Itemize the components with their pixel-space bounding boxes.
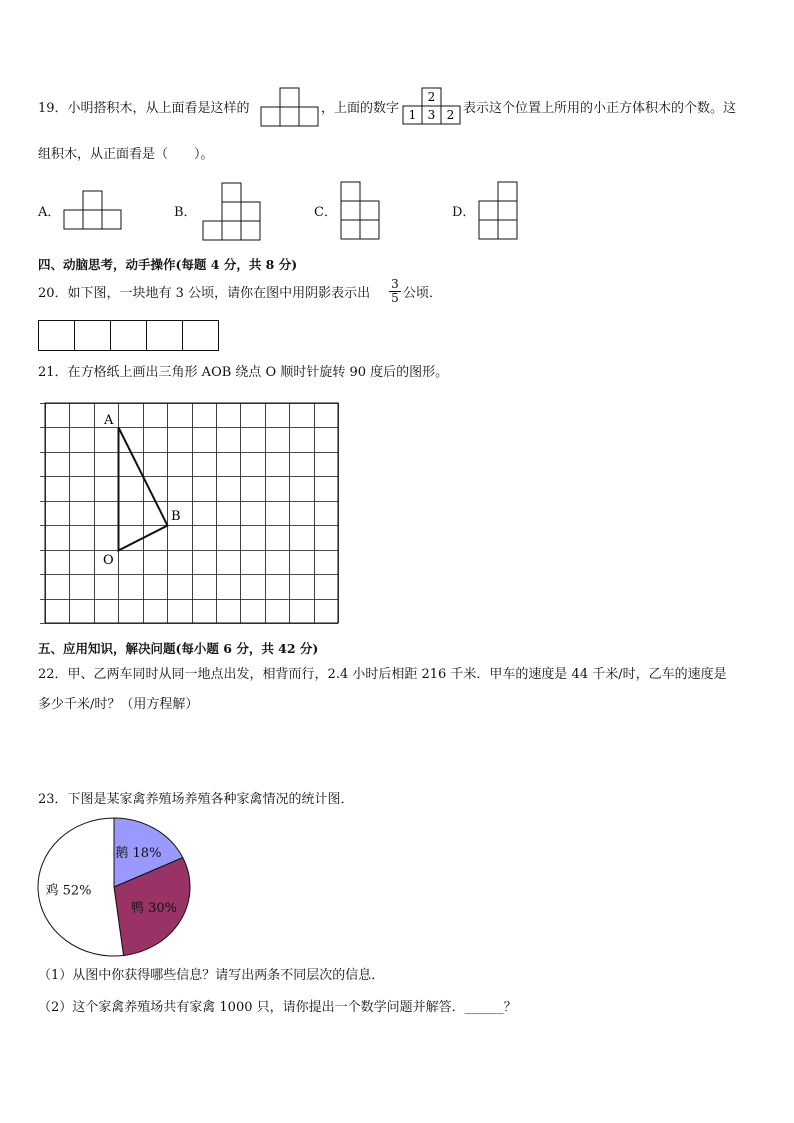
q22-text-line1: 22．甲、乙两车同时从同一地点出发，相背而行，2.4 小时后相距 216 千米．甲车的速度是 44 千米/时，乙车的速度是	[38, 667, 727, 682]
option-b-label[interactable]: B．	[174, 205, 197, 220]
q19-text-prefix: 19．小明搭积木，从上面看是这样的	[38, 101, 250, 116]
q20-text-suffix: 公顷．	[403, 286, 443, 301]
point-o-label: O	[103, 553, 114, 568]
point-a-label: A	[104, 413, 114, 428]
fraction-three-fifths	[389, 278, 401, 305]
digit-top: 2	[427, 90, 436, 104]
number-view-diagram	[402, 87, 462, 127]
q19-text-mid: ，上面的数字	[321, 101, 400, 116]
q23-text: 23．下图是某家禽养殖场养殖各种家禽情况的统计图．	[38, 792, 354, 807]
q19-text-suffix: 表示这个位置上所用的小正方体积木的个数。这	[463, 101, 737, 116]
q23-sub1-text: （1）从图中你获得哪些信息？请写出两条不同层次的信息．	[38, 968, 385, 983]
digit-center: 3	[427, 108, 436, 122]
section-5-heading: 五、应用知识，解决问题(每小题 6 分，共 42 分)	[38, 641, 319, 656]
option-c-label[interactable]: C．	[314, 205, 337, 220]
option-d-diagram[interactable]	[477, 181, 521, 243]
q19-text-line2: 组积木，从正面看是（ ）。	[38, 147, 214, 162]
poultry-pie-chart	[36, 815, 198, 961]
option-d-label[interactable]: D．	[452, 205, 476, 220]
triangle-aob	[119, 428, 168, 551]
q20-text-prefix: 20．如下图，一块地有 3 公顷，请你在图中用阴影表示出	[38, 286, 371, 301]
pie-label-1: 鹅 18%	[115, 846, 162, 862]
top-view-diagram	[260, 87, 320, 127]
option-a-diagram[interactable]	[62, 190, 124, 232]
digit-left: 1	[408, 108, 417, 122]
option-a-label[interactable]: A．	[38, 205, 61, 220]
section-4-heading: 四、动脑思考，动手操作(每题 4 分，共 8 分)	[38, 257, 298, 272]
point-b-label: B	[171, 509, 181, 524]
option-c-diagram[interactable]	[339, 181, 383, 243]
grid-paper-diagram[interactable]	[40, 402, 342, 628]
digit-right: 2	[446, 108, 455, 122]
pie-label-2: 鸭 30%	[130, 900, 177, 916]
q22-text-line2: 多少千米/时？（用方程解）	[38, 697, 199, 712]
q23-sub2-text: （2）这个家禽养殖场共有家禽 1000 只，请你提出一个数学问题并解答．______？	[38, 1000, 517, 1015]
pie-label-3: 鸡 52%	[45, 883, 92, 899]
q21-text: 21．在方格纸上画出三角形 AOB 绕点 O 顺时针旋转 90 度后的图形。	[38, 365, 449, 380]
option-b-diagram[interactable]	[201, 182, 263, 244]
fraction-numerator: 3	[389, 278, 401, 292]
fraction-denominator: 5	[391, 291, 399, 305]
land-strip-diagram[interactable]	[37, 319, 221, 353]
